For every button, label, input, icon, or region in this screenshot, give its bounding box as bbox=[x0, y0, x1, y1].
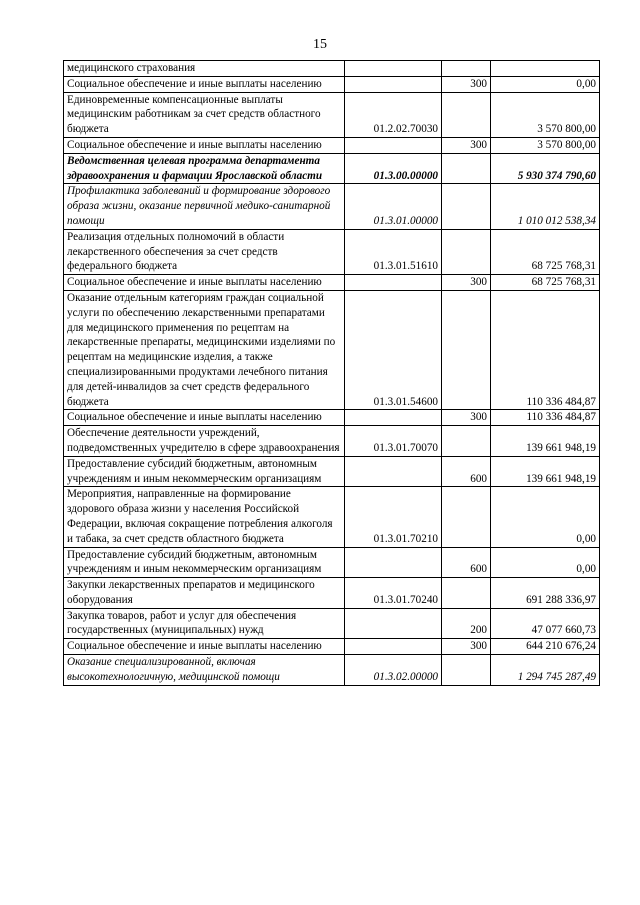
page-number: 15 bbox=[313, 37, 327, 52]
row-type-cell: 300 bbox=[442, 137, 491, 153]
row-type-cell: 300 bbox=[442, 410, 491, 426]
row-name-cell: Социальное обеспечение и иные выплаты населению bbox=[64, 275, 345, 291]
row-type-cell bbox=[442, 655, 491, 686]
row-code-cell: 01.3.01.54600 bbox=[345, 290, 442, 409]
row-code-cell bbox=[345, 275, 442, 291]
row-name-cell: Ведомственная целевая программа департамента здравоохранения и фармации Ярославской области bbox=[64, 153, 345, 184]
row-amount-cell: 3 570 800,00 bbox=[491, 137, 600, 153]
row-name-cell: Обеспечение деятельности учреждений, подведомственных учредителю в сфере здравоохранения bbox=[64, 426, 345, 457]
table-row bbox=[64, 229, 600, 274]
row-type-cell bbox=[442, 578, 491, 609]
table-row bbox=[64, 61, 600, 77]
row-amount-cell: 139 661 948,19 bbox=[491, 426, 600, 457]
row-amount-cell: 3 570 800,00 bbox=[491, 92, 600, 137]
table-row bbox=[64, 639, 600, 655]
row-code-cell: 01.3.01.51610 bbox=[345, 229, 442, 274]
row-type-cell: 200 bbox=[442, 608, 491, 639]
budget-table bbox=[63, 60, 600, 686]
row-amount-cell: 644 210 676,24 bbox=[491, 639, 600, 655]
row-code-cell bbox=[345, 137, 442, 153]
row-amount-cell: 47 077 660,73 bbox=[491, 608, 600, 639]
row-code-cell bbox=[345, 76, 442, 92]
row-amount-cell: 1 010 012 538,34 bbox=[491, 184, 600, 229]
row-type-cell bbox=[442, 153, 491, 184]
row-type-cell bbox=[442, 61, 491, 77]
row-name-cell: Единовременные компенсационные выплаты медицинским работникам за счет средств областного бюджета bbox=[64, 92, 345, 137]
row-type-cell: 600 bbox=[442, 456, 491, 487]
row-amount-cell: 68 725 768,31 bbox=[491, 229, 600, 274]
row-type-cell: 300 bbox=[442, 275, 491, 291]
row-type-cell bbox=[442, 426, 491, 457]
table-row bbox=[64, 655, 600, 686]
table-row bbox=[64, 426, 600, 457]
row-name-cell: Мероприятия, направленные на формирование здорового образа жизни у населения Российской Федерации, включая сокращение потребления алкоголя и табака, за счет средств областного бюджета bbox=[64, 487, 345, 547]
row-code-cell: 01.3.01.70070 bbox=[345, 426, 442, 457]
row-amount-cell: 1 294 745 287,49 bbox=[491, 655, 600, 686]
row-code-cell bbox=[345, 547, 442, 578]
row-code-cell: 01.2.02.70030 bbox=[345, 92, 442, 137]
row-code-cell: 01.3.01.00000 bbox=[345, 184, 442, 229]
row-code-cell: 01.3.01.70210 bbox=[345, 487, 442, 547]
row-code-cell bbox=[345, 608, 442, 639]
row-type-cell bbox=[442, 487, 491, 547]
row-type-cell bbox=[442, 184, 491, 229]
row-amount-cell: 110 336 484,87 bbox=[491, 410, 600, 426]
row-type-cell: 600 bbox=[442, 547, 491, 578]
row-amount-cell: 0,00 bbox=[491, 76, 600, 92]
row-name-cell: Предоставление субсидий бюджетным, автономным учреждениям и иным некоммерческим организациям bbox=[64, 456, 345, 487]
row-amount-cell: 68 725 768,31 bbox=[491, 275, 600, 291]
row-code-cell: 01.3.00.00000 bbox=[345, 153, 442, 184]
table-row bbox=[64, 137, 600, 153]
row-amount-cell: 139 661 948,19 bbox=[491, 456, 600, 487]
table-row bbox=[64, 76, 600, 92]
row-type-cell bbox=[442, 229, 491, 274]
row-amount-cell bbox=[491, 61, 600, 77]
table-row bbox=[64, 92, 600, 137]
table-row bbox=[64, 275, 600, 291]
row-name-cell: Предоставление субсидий бюджетным, автономным учреждениям и иным некоммерческим организациям bbox=[64, 547, 345, 578]
row-code-cell bbox=[345, 456, 442, 487]
row-type-cell: 300 bbox=[442, 76, 491, 92]
table-row bbox=[64, 410, 600, 426]
table-row bbox=[64, 184, 600, 229]
row-name-cell: Закупки лекарственных препаратов и медицинского оборудования bbox=[64, 578, 345, 609]
row-name-cell: Оказание отдельным категориям граждан социальной услуги по обеспечению лекарственными препаратами для медицинского применения по рецептам на лекарственные препараты, медицинскими изделиями по рецептам на медицинские изделия, а также специализированными продуктами лечебного питания для детей-инвалидов за счет средств федерального бюджета bbox=[64, 290, 345, 409]
row-name-cell: Профилактика заболеваний и формирование здорового образа жизни, оказание первичной медико-санитарной помощи bbox=[64, 184, 345, 229]
table-row bbox=[64, 547, 600, 578]
row-name-cell: медицинского страхования bbox=[64, 61, 345, 77]
row-code-cell: 01.3.01.70240 bbox=[345, 578, 442, 609]
row-name-cell: Социальное обеспечение и иные выплаты населению bbox=[64, 137, 345, 153]
table-row bbox=[64, 608, 600, 639]
row-name-cell: Социальное обеспечение и иные выплаты населению bbox=[64, 639, 345, 655]
row-name-cell: Оказание специализированной, включая высокотехнологичную, медицинской помощи bbox=[64, 655, 345, 686]
row-name-cell: Социальное обеспечение и иные выплаты населению bbox=[64, 76, 345, 92]
row-amount-cell: 110 336 484,87 bbox=[491, 290, 600, 409]
table-row bbox=[64, 456, 600, 487]
row-name-cell: Реализация отдельных полномочий в области лекарственного обеспечения за счет средств федерального бюджета bbox=[64, 229, 345, 274]
row-code-cell bbox=[345, 61, 442, 77]
row-code-cell bbox=[345, 639, 442, 655]
row-amount-cell: 0,00 bbox=[491, 547, 600, 578]
row-name-cell: Закупка товаров, работ и услуг для обеспечения государственных (муниципальных) нужд bbox=[64, 608, 345, 639]
table-row bbox=[64, 290, 600, 409]
row-type-cell bbox=[442, 290, 491, 409]
row-name-cell: Социальное обеспечение и иные выплаты населению bbox=[64, 410, 345, 426]
table-row bbox=[64, 153, 600, 184]
row-code-cell bbox=[345, 410, 442, 426]
row-amount-cell: 691 288 336,97 bbox=[491, 578, 600, 609]
table-row bbox=[64, 578, 600, 609]
row-type-cell: 300 bbox=[442, 639, 491, 655]
row-code-cell: 01.3.02.00000 bbox=[345, 655, 442, 686]
budget-table-body bbox=[64, 61, 600, 686]
row-amount-cell: 5 930 374 790,60 bbox=[491, 153, 600, 184]
row-amount-cell: 0,00 bbox=[491, 487, 600, 547]
table-row bbox=[64, 487, 600, 547]
row-type-cell bbox=[442, 92, 491, 137]
